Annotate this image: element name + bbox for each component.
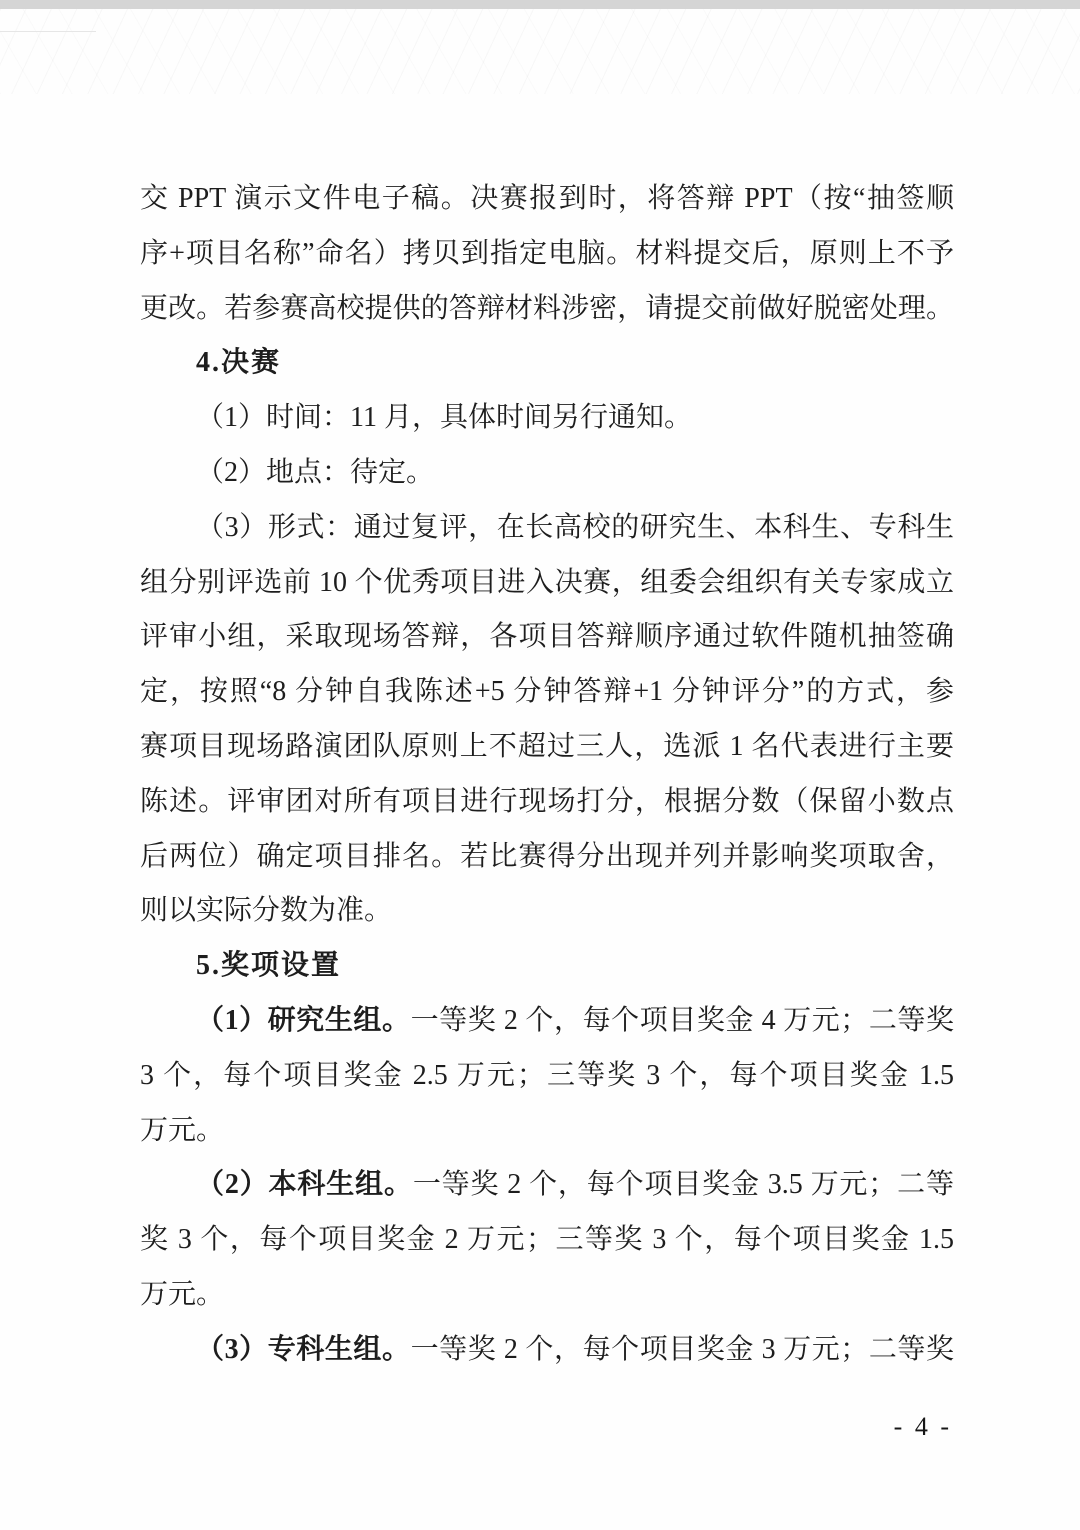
text-line — [140, 1268, 954, 1323]
text-line — [140, 172, 954, 227]
text-line — [140, 391, 954, 446]
text-line — [140, 446, 954, 501]
text-line — [140, 227, 954, 282]
bold-text-segment: （2）本科生组。 — [196, 1169, 413, 1201]
text-segment: 后两位）确定项目排名。若比赛得分出现并列并影响奖项取舍， — [140, 840, 954, 872]
text-line — [140, 1049, 954, 1104]
text-line — [140, 1213, 954, 1268]
page-number: - 4 - — [893, 1412, 952, 1441]
text-line — [140, 282, 954, 337]
scan-artifact-noise — [0, 9, 1080, 94]
text-line — [140, 1323, 954, 1378]
text-segment: 序+项目名称”命名）拷贝到指定电脑。材料提交后，原则上不予 — [140, 237, 954, 269]
text-segment: 3 个，每个项目奖金 2.5 万元；三等奖 3 个，每个项目奖金 1.5 — [140, 1059, 954, 1091]
text-segment: 交 PPT 演示文件电子稿。决赛报到时，将答辩 PPT（按“抽签顺 — [140, 183, 954, 214]
bold-text-segment: （3）专科生组。 — [196, 1333, 411, 1365]
text-segment: 组分别评选前 10 个优秀项目进入决赛，组委会组织有关专家成立 — [140, 566, 954, 598]
text-segment: （2）地点：待定。 — [196, 456, 435, 488]
text-line — [140, 610, 954, 665]
bold-text-segment: 4.决赛 — [196, 347, 282, 379]
section-heading-line — [140, 939, 954, 994]
text-segment: 赛项目现场路演团队原则上不超过三人，选派 1 名代表进行主要 — [140, 730, 954, 762]
text-segment: 奖 3 个，每个项目奖金 2 万元；三等奖 3 个，每个项目奖金 1.5 — [140, 1224, 954, 1256]
text-line — [140, 501, 954, 556]
text-line — [140, 1158, 954, 1213]
scan-artifact-line — [0, 31, 96, 32]
bold-text-segment: 5.奖项设置 — [196, 950, 342, 982]
text-segment: （1）时间：11 月，具体时间另行通知。 — [196, 402, 692, 434]
text-line — [140, 994, 954, 1049]
text-segment: 评审小组，采取现场答辩，各项目答辩顺序通过软件随机抽签确 — [140, 621, 954, 653]
document-lines — [140, 172, 954, 1378]
text-segment: 更改。若参赛高校提供的答辩材料涉密，请提交前做好脱密处理。 — [140, 292, 954, 324]
text-line — [140, 775, 954, 830]
text-line — [140, 1104, 954, 1159]
text-line — [140, 556, 954, 611]
text-segment: 一等奖 2 个，每个项目奖金 3.5 万元；二等 — [412, 1169, 954, 1201]
text-segment: 定，按照“8 分钟自我陈述+5 分钟答辩+1 分钟评分”的方式，参 — [140, 676, 954, 708]
text-segment: 则以实际分数为准。 — [140, 895, 393, 927]
text-line — [140, 665, 954, 720]
text-segment: 万元。 — [140, 1114, 225, 1146]
text-segment: （3）形式：通过复评，在长高校的研究生、本科生、专科生 — [196, 511, 954, 543]
text-segment: 一等奖 2 个，每个项目奖金 3 万元；二等奖 — [410, 1333, 954, 1365]
bold-text-segment: （1）研究生组。 — [196, 1004, 411, 1036]
scan-artifact-top-band — [0, 0, 1080, 9]
text-segment: 一等奖 2 个，每个项目奖金 4 万元；二等奖 — [410, 1004, 954, 1036]
text-line — [140, 720, 954, 775]
text-segment: 陈述。评审团对所有项目进行现场打分，根据分数（保留小数点 — [140, 785, 954, 817]
text-line — [140, 884, 954, 939]
text-line — [140, 830, 954, 885]
text-segment: 万元。 — [140, 1278, 225, 1310]
section-heading-line — [140, 336, 954, 391]
